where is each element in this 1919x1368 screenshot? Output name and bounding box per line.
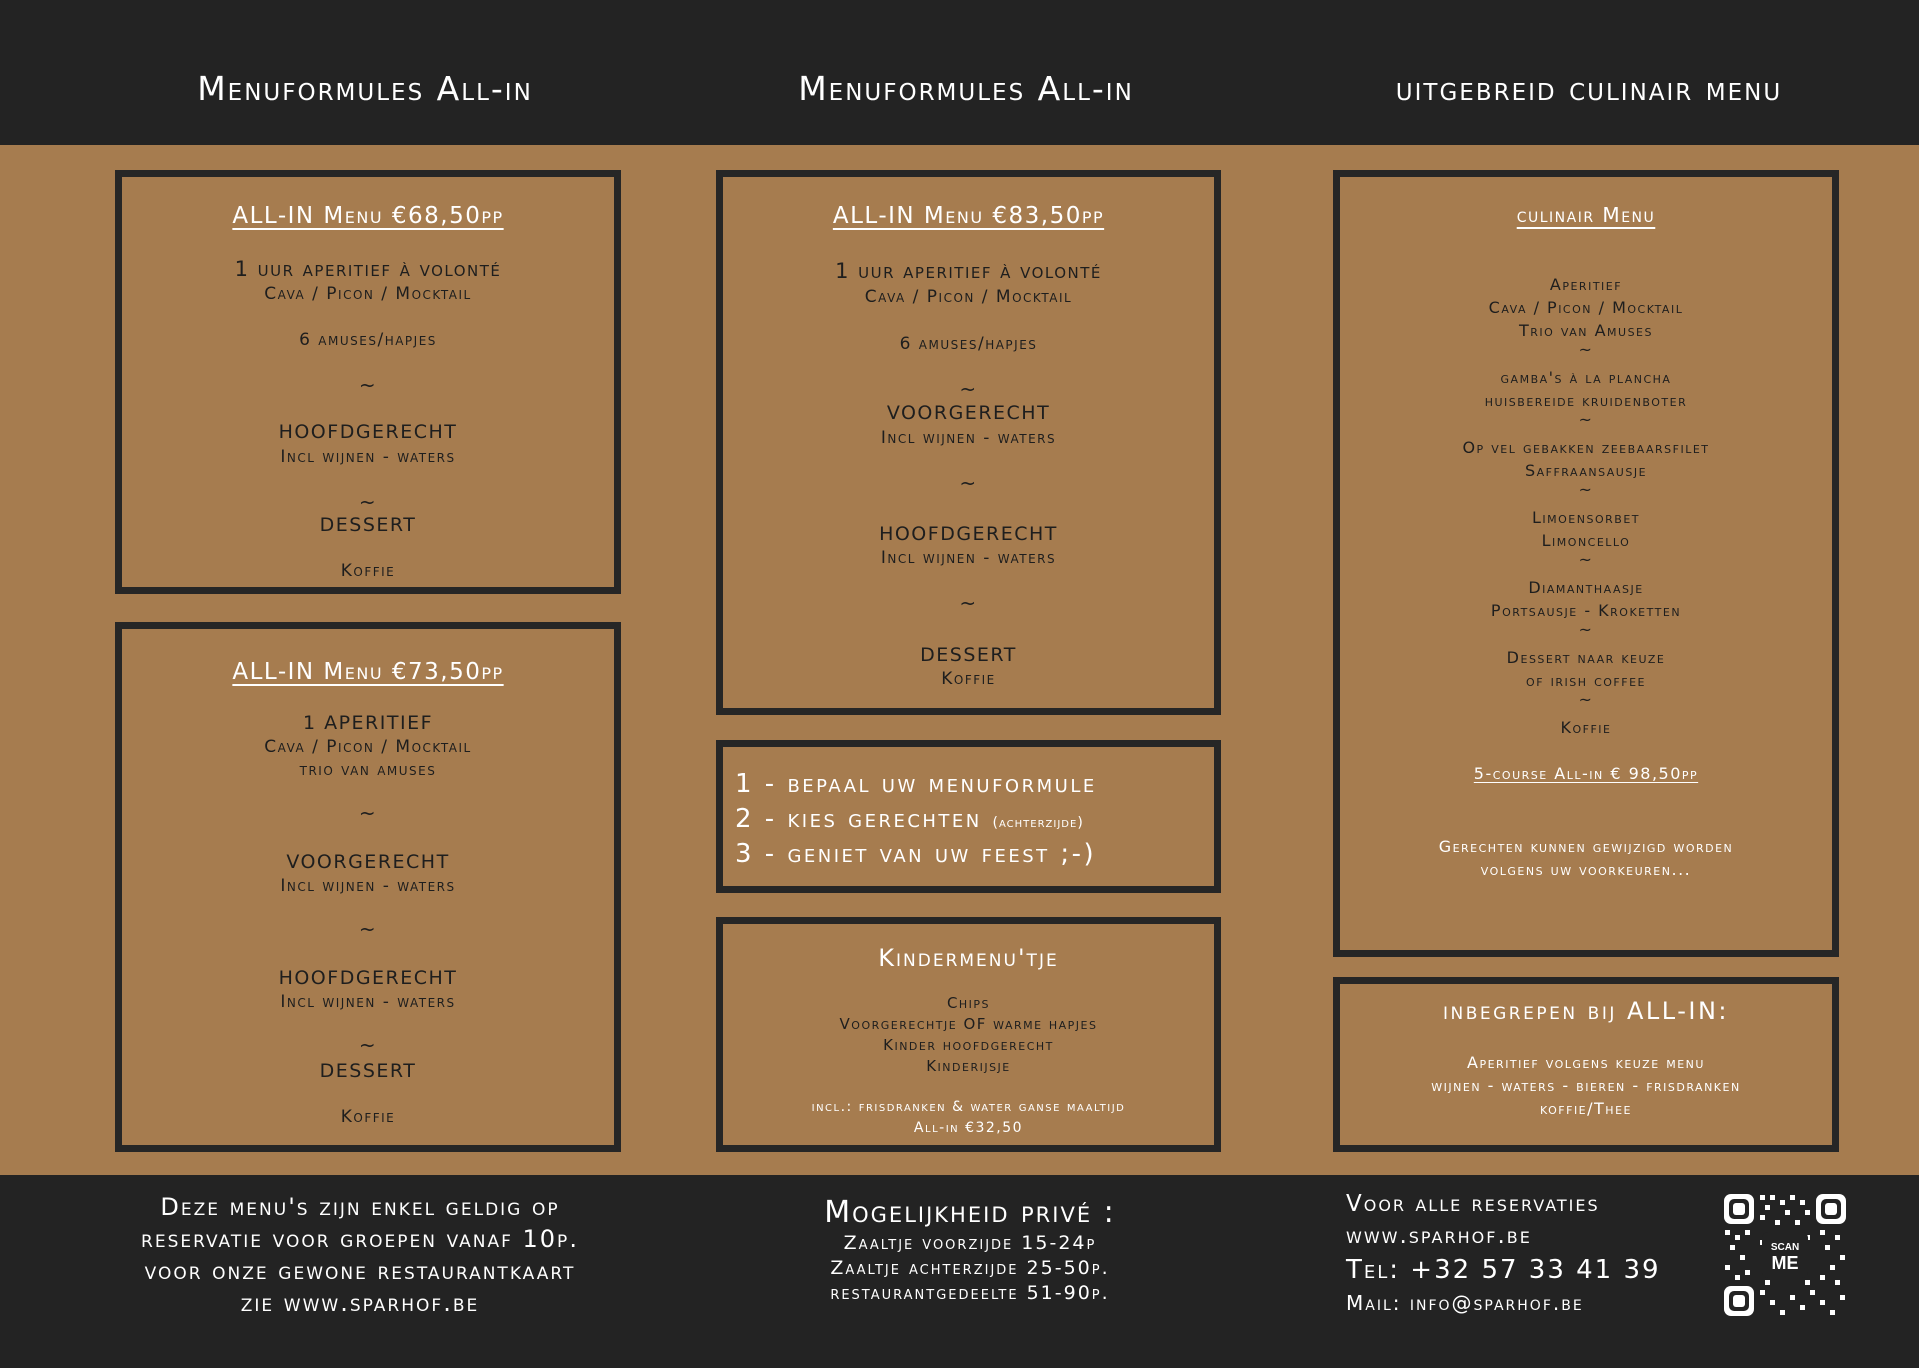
menu-separator: ~ xyxy=(959,471,978,495)
culinair-line: Cava / Picon / Mocktail xyxy=(1488,298,1684,317)
culinair-note: volgens uw voorkeuren... xyxy=(1480,860,1692,879)
culinair-line: Saffraansausje xyxy=(1524,461,1648,480)
steps-box xyxy=(716,740,1221,893)
footer-private-line: Zaaltje achterzijde 25-50p. xyxy=(830,1257,1110,1279)
menu-line: Incl wijnen - waters xyxy=(280,992,456,1012)
menu-line: trio van amuses xyxy=(299,760,437,780)
culinair-line: Limoensorbet xyxy=(1532,508,1640,527)
culinair-line: Dessert naar keuze xyxy=(1506,648,1666,667)
menu-separator: ~ xyxy=(358,373,378,397)
footer-private-line: restaurantgedeelte 51-90p. xyxy=(830,1282,1110,1304)
menu-line: 1 uur aperitief à volonté xyxy=(234,257,502,281)
menu-title: ALL-IN Menu €68,50pp xyxy=(232,203,504,229)
culinair-note: Gerechten kunnen gewijzigd worden xyxy=(1438,837,1734,856)
phone-link[interactable]: Tel: +32 57 33 41 39 xyxy=(1346,1255,1661,1285)
footer-validity-line: Deze menu's zijn enkel geldig op xyxy=(160,1193,560,1221)
menu-line: HOOFDGERECHT xyxy=(278,967,458,989)
header-culinair: uitgebreid culinair menu xyxy=(1395,69,1783,108)
menu-line: 6 amuses/hapjes xyxy=(899,334,1038,354)
step-3: 3 - geniet van uw feest ;-) xyxy=(735,839,1097,869)
menu-line: HOOFDGERECHT xyxy=(879,523,1058,545)
culinair-line: Koffie xyxy=(1560,718,1612,737)
menu-line: DESSERT xyxy=(319,514,417,536)
header-menuformules-1: Menuformules All-in xyxy=(197,69,533,108)
menu-card-83 xyxy=(716,170,1221,715)
culinair-separator: ~ xyxy=(1578,340,1594,359)
kids-note: incl.: frisdranken & water ganse maaltijd xyxy=(811,1099,1126,1115)
kids-line: Chips xyxy=(946,994,991,1012)
menu-separator: ~ xyxy=(358,490,378,514)
menu-line: Incl wijnen - waters xyxy=(880,548,1057,568)
culinair-separator: ~ xyxy=(1578,410,1594,429)
footer-validity-line: reservatie voor groepen vanaf 10p. xyxy=(141,1225,579,1253)
menu-separator: ~ xyxy=(358,1033,378,1057)
footer-private-line: Zaaltje voorzijde 15-24p xyxy=(843,1232,1097,1254)
included-line: wijnen - waters - bieren - frisdranken xyxy=(1431,1076,1741,1095)
culinair-line: Aperitief xyxy=(1549,275,1623,294)
kids-title: Kindermenu'tje xyxy=(878,944,1059,972)
menu-line: Incl wijnen - waters xyxy=(280,876,456,896)
menu-line: 1 uur aperitief à volonté xyxy=(835,259,1102,283)
menu-line: DESSERT xyxy=(920,644,1017,666)
menu-card-73 xyxy=(115,622,621,1152)
kids-line: Voorgerechtje OF warme hapjes xyxy=(839,1015,1098,1033)
culinair-line: Op vel gebakken zeebaarsfilet xyxy=(1462,438,1710,457)
footer-contact-line: Voor alle reservaties xyxy=(1346,1191,1600,1217)
included-line: Aperitief volgens keuze menu xyxy=(1467,1053,1705,1072)
menu-card-68 xyxy=(115,170,621,594)
menu-line: Incl wijnen - waters xyxy=(880,428,1057,448)
step-2-note: (achterzijde) xyxy=(992,815,1084,831)
culinair-line: huisbereide kruidenboter xyxy=(1484,391,1688,410)
menu-line: VOORGERECHT xyxy=(886,402,1051,424)
culinair-separator: ~ xyxy=(1578,690,1594,709)
menu-separator: ~ xyxy=(358,801,378,825)
kids-line: Kinder hoofdgerecht xyxy=(883,1036,1054,1054)
email-link[interactable]: Mail: info@sparhof.be xyxy=(1346,1291,1584,1315)
menu-title: ALL-IN Menu €73,50pp xyxy=(232,659,504,685)
step-2-text: 2 - kies gerechten xyxy=(735,804,982,834)
header-band xyxy=(0,0,1919,145)
footer-contact xyxy=(1346,1188,1716,1318)
footer-band xyxy=(0,1175,1919,1368)
footer-private xyxy=(700,1195,1240,1306)
culinair-line: Trio van Amuses xyxy=(1519,321,1653,340)
culinair-title: culinair Menu xyxy=(1516,203,1656,227)
culinair-line: Diamanthaasje xyxy=(1528,578,1644,597)
step-2 xyxy=(735,804,1214,835)
menu-line: VOORGERECHT xyxy=(286,851,450,873)
menu-separator: ~ xyxy=(959,591,978,615)
menu-line: Koffie xyxy=(941,669,996,689)
menu-line: Cava / Picon / Mocktail xyxy=(864,287,1073,307)
kids-menu-card xyxy=(716,917,1221,1152)
qr-code-icon[interactable] xyxy=(1722,1192,1848,1318)
culinair-separator: ~ xyxy=(1578,480,1594,499)
menu-line: Koffie xyxy=(340,1107,396,1127)
culinair-menu-card xyxy=(1333,170,1839,957)
culinair-separator: ~ xyxy=(1578,620,1594,639)
included-line: koffie/Thee xyxy=(1540,1099,1632,1118)
menu-line: DESSERT xyxy=(319,1060,417,1082)
menu-line: Incl wijnen - waters xyxy=(280,447,456,467)
qr-me-label: ME xyxy=(1771,1253,1799,1273)
menu-line: Cava / Picon / Mocktail xyxy=(264,284,472,304)
kids-line: Kinderijsje xyxy=(926,1057,1011,1075)
culinair-line: Limoncello xyxy=(1541,531,1631,550)
menu-title: ALL-IN Menu €83,50pp xyxy=(832,203,1105,229)
step-1: 1 - bepaal uw menuformule xyxy=(735,769,1097,799)
website-link[interactable]: www.sparhof.be xyxy=(1346,1223,1532,1249)
culinair-line: Portsausje - Kroketten xyxy=(1490,601,1682,620)
culinair-line: of irish coffee xyxy=(1526,671,1646,690)
menu-line: Koffie xyxy=(340,561,396,581)
menu-line: HOOFDGERECHT xyxy=(278,421,458,443)
culinair-course-price: 5-course All-in € 98,50pp xyxy=(1473,764,1699,783)
header-menuformules-2: Menuformules All-in xyxy=(798,69,1134,108)
culinair-separator: ~ xyxy=(1578,550,1594,569)
included-box xyxy=(1333,977,1839,1152)
footer-private-title: Mogelijkheid privé : xyxy=(824,1195,1116,1230)
menu-line: 6 amuses/hapjes xyxy=(299,330,437,350)
footer-validity-line: zie www.sparhof.be xyxy=(240,1289,480,1317)
included-title: inbegrepen bij ALL-IN: xyxy=(1442,997,1730,1025)
menu-separator: ~ xyxy=(358,917,378,941)
kids-price: All-in €32,50 xyxy=(913,1120,1024,1136)
menu-separator: ~ xyxy=(959,377,978,401)
menu-line: Cava / Picon / Mocktail xyxy=(264,737,472,757)
culinair-line: gamba's à la plancha xyxy=(1500,368,1672,387)
menu-line: 1 APERITIEF xyxy=(302,712,434,734)
footer-validity xyxy=(40,1191,680,1319)
footer-validity-line: voor onze gewone restaurantkaart xyxy=(144,1257,576,1285)
qr-scan-label: SCAN xyxy=(1770,1242,1800,1253)
